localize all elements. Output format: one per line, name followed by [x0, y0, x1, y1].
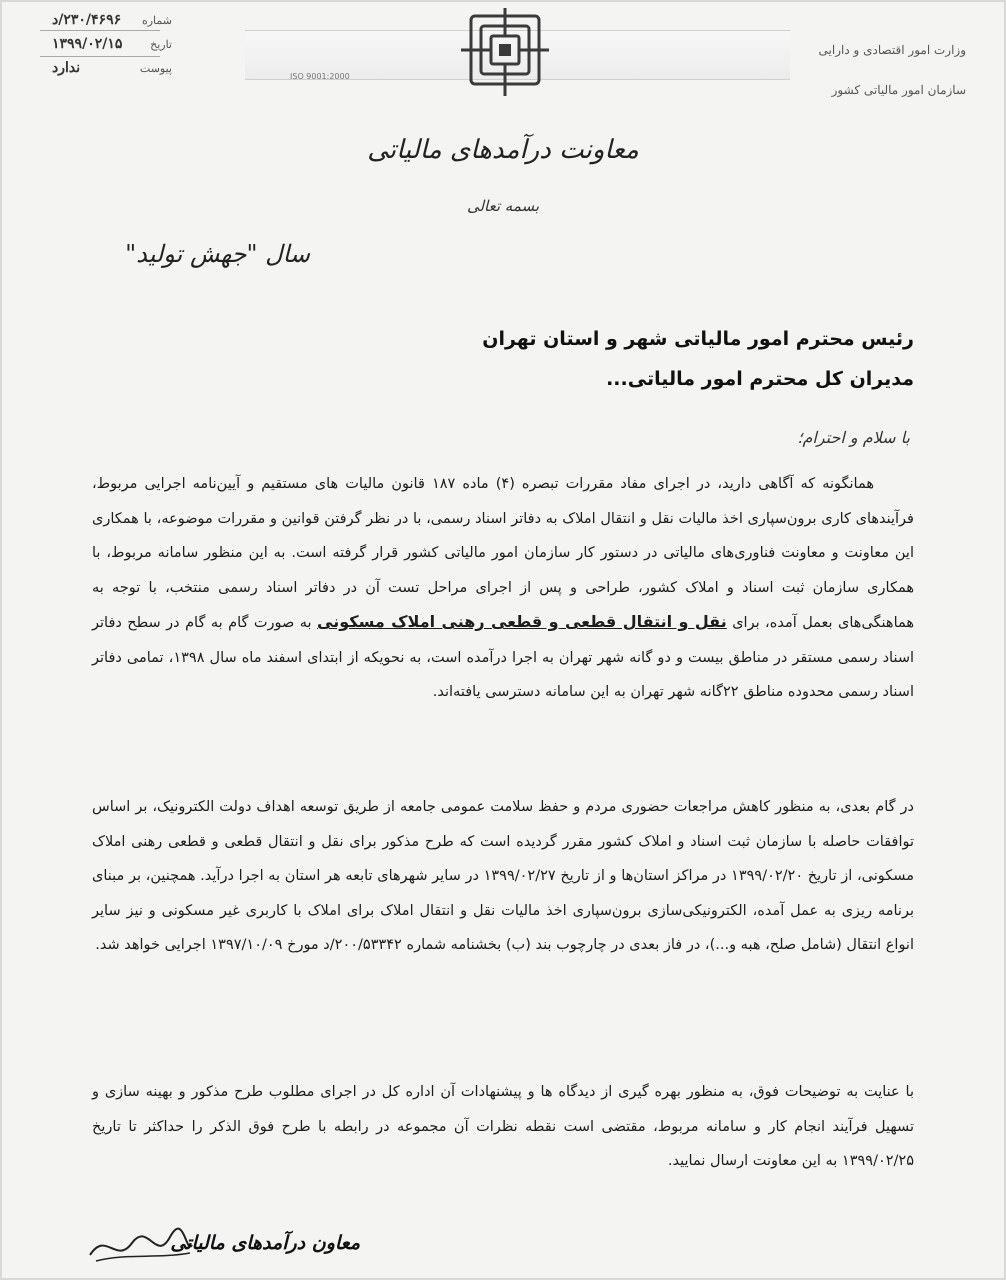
- paragraph-text: به صورت گام به گام در سطح دفاتر اسناد رسمی مستقر در مناطق بیست و دو گانه شهر تهران به اجرا درآمده است، به نحویکه از ابتدای اسفند ماه سال ۱۳۹۸، تمامی دفاتر اسناد رسمی محدوده مناطق ۲۲گانه شهر تهران به این سامانه دسترسی یافته‌اند.: [92, 615, 914, 700]
- iso-label: ISO 9001:2000: [290, 72, 350, 81]
- body-paragraph: در گام بعدی، به منظور کاهش مراجعات حضوری مردم و حفظ سلامت عمومی جامعه از طریق توسعه اهداف دولت الکترونیک، بر اساس توافقات حاصله با سازمان ثبت اسناد و املاک کشور مقرر گردیده است که طرح مذکور برای نقل و انتقال قطعی و قطعی رهنی املاک مسکونی، از تاریخ ۱۳۹۹/۰۲/۲۰ در مراکز استان‌ها و از تاریخ ۱۳۹۹/۰۲/۲۷ در سایر شهرهای تابعه هر استان به اجرا درآید. همچنین، بر مبنای برنامه ریزی به عمل آمده، الکترونیکی‌سازی برون‌سپاری اخذ مالیات نقل و انتقال املاک برای املاک با کاربری غیر مسکونی و نیز سایر انواع انتقال (شامل صلح، هبه و...)، در فاز بعدی در چارچوب بند (ب) بخشنامه شماره ۲۰۰/۵۳۳۴۲/د مورخ ۱۳۹۷/۱۰/۰۹ اجرایی خواهد شد.: [92, 799, 915, 953]
- signature-title: معاون درآمدهای مالیاتی: [170, 1232, 360, 1254]
- meta-divider: [40, 56, 160, 57]
- addressee-line: مدیران کل محترم امور مالیاتی...: [606, 368, 914, 390]
- letter-date-label: تاریخ: [150, 37, 172, 51]
- letter-number-label: شماره: [141, 13, 172, 27]
- letter-attachment-label: پیوست: [139, 61, 172, 75]
- letter-meta: [52, 8, 172, 80]
- letter-date: ۱۳۹۹/۰۲/۱۵: [52, 36, 123, 52]
- year-motto: سال "جهش تولید": [125, 240, 310, 268]
- department-title: معاونت درآمدهای مالیاتی: [367, 135, 639, 165]
- letter-number-row: [52, 8, 172, 32]
- letter-date-row: [52, 32, 172, 56]
- letter-attachment: ندارد: [52, 60, 81, 76]
- ministry-name: [756, 30, 966, 110]
- highlighted-phrase: نقل و انتقال قطعی و قطعی رهنی املاک مسکونی: [317, 612, 727, 631]
- body-paragraph: [92, 467, 914, 710]
- organization-line: سازمان امور مالیاتی کشور: [831, 83, 966, 97]
- tax-organization-emblem-icon: [457, 6, 553, 98]
- addressee-line: رئیس محترم امور مالیاتی شهر و استان تهران: [482, 328, 914, 350]
- letter-number: ۲۳۰/۴۶۹۶/د: [52, 12, 122, 28]
- greeting: با سلام و احترام؛: [797, 428, 910, 447]
- bismillah: بسمه تعالی: [466, 197, 540, 215]
- paragraph-text: همانگونه که آگاهی دارید، در اجرای مفاد مقررات تبصره (۴) ماده ۱۸۷ قانون مالیات های مستقیم و آیین‌نامه اجرایی مربوط، فرآیندهای کاری برون‌سپاری اخذ مالیات نقل و انتقال املاک به دفاتر اسناد رسمی، با در نظر گرفتن قوانین و مقررات موضوعه، با همکاری این معاونت و معاونت فناوری‌های مالیاتی در دستور کار سازمان امور مالیاتی کشور قرار گرفته است. به این منظور سامانه مربوط، با همکاری سازمان ثبت اسناد و املاک کشور، طراحی و پس از اجرای مراحل تست آن در دفاتر اسناد رسمی منتخب، با توجه به هماهنگی‌های بعمل آمده، برای: [92, 476, 915, 631]
- ministry-line: وزارت امور اقتصادی و دارایی: [818, 43, 966, 57]
- letter-attachment-row: [52, 56, 172, 80]
- body-paragraph: با عنایت به توضیحات فوق، به منظور بهره گیری از دیدگاه ها و پیشنهادات آن اداره کل در اجرای مطلوب طرح مذکور و بهینه سازی و تسهیل فرآیند انجام کار و سامانه مربوط، مقتضی است نقطه نظرات آن مجموعه در رابطه با طرح فوق الذکر را حداکثر تا تاریخ ۱۳۹۹/۰۲/۲۵ به این معاونت ارسال نمایید.: [92, 1084, 914, 1169]
- meta-divider: [40, 30, 160, 31]
